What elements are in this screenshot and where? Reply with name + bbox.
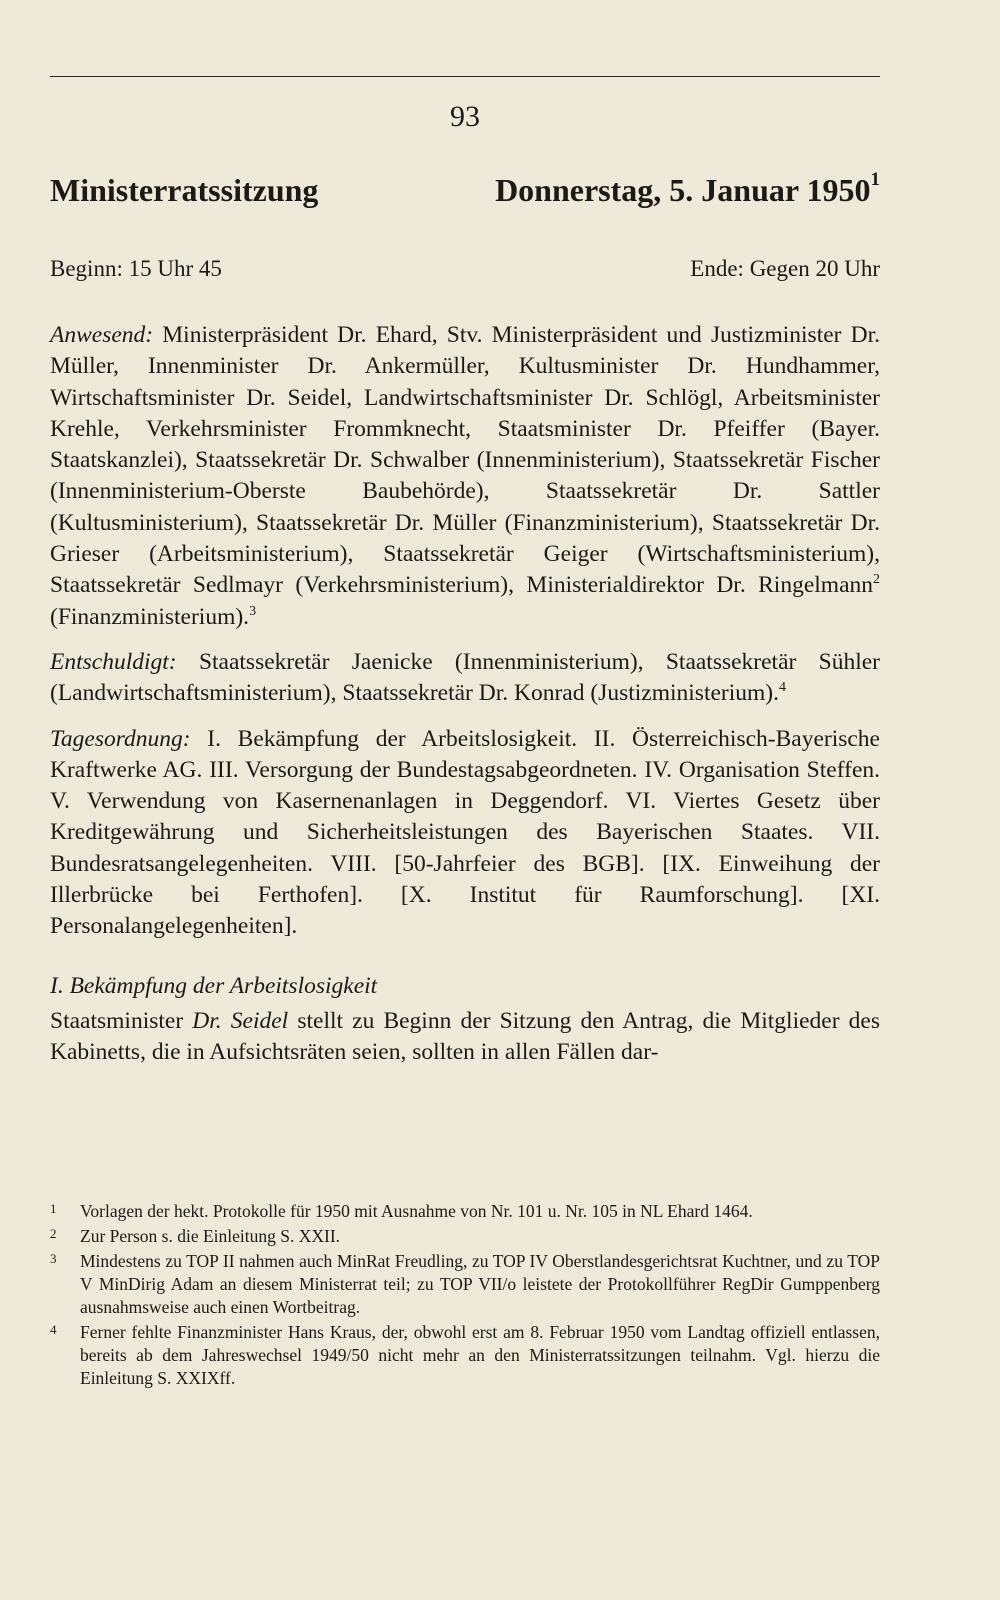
session-begin: Beginn: 15 Uhr 45 bbox=[50, 256, 222, 281]
present-label: Anwesend: bbox=[50, 322, 154, 348]
footnote bbox=[50, 1200, 880, 1223]
footnote-number: 4 bbox=[50, 1322, 57, 1337]
footnote-text: Ferner fehlte Finanzminister Hans Kraus, der, obwohl erst am 8. Februar 1950 vom Landtag offiziell entlassen, bereits ab dem Jahreswechsel 1949/50 nicht mehr an den Ministerratssitzungen teilnahm. Vgl. hierzu die Einleitung S. XXIXff. bbox=[80, 1322, 880, 1388]
present-text: Ministerpräsident Dr. Ehard, Stv. Ministerpräsident und Justizminister Dr. Müller, Innenminister Dr. Ankermüller, Kultusminister Dr. Hundhammer, Wirtschaftsminister Dr. Seidel, Landwirtschaftsminister Dr. Schlögl, Arbeitsminister Krehle, Verkehrsminister Frommknecht, Staatsminister Dr. Pfeiffer (Bayer. Staatskanzlei), Staatssekretär Dr. Schwalber (Innenministerium), Staatssekretär Fischer (Innenministerium-Oberste Baubehörde), Staatssekretär Dr. Sattler (Kultusministerium), Staatssekretär Dr. Müller (Finanzministerium), Staatssekretär Dr. Grieser (Arbeitsministerium), Staatssekretär Geiger (Wirtschaftsministerium), Staatssekretär Sedlmayr (Verkehrsministerium), Ministerialdirektor Dr. Ringelmann bbox=[50, 322, 880, 599]
section-text: stellt zu Beginn der Sitzung den Antrag, die Mitglieder des Kabinetts, die in Aufsichtsräten seien, sollten in allen Fällen dar- bbox=[50, 1007, 880, 1066]
footnote-text: Zur Person s. die Einleitung S. XXII. bbox=[80, 1226, 341, 1246]
footnote-ref-1[interactable]: 1 bbox=[870, 169, 880, 191]
section-lead: Staatsminister bbox=[50, 1007, 193, 1034]
footnote-ref-3[interactable]: 3 bbox=[249, 603, 257, 619]
footnote bbox=[50, 1321, 880, 1390]
present-text-end: (Finanzministerium). bbox=[50, 603, 250, 630]
section-paragraph bbox=[50, 1006, 880, 1069]
session-title: Ministerratssitzung bbox=[50, 172, 319, 208]
excused-text: Staatssekretär Jaenicke (Innenministerium), Staatssekretär Sühler (Landwirtschaftsministerium), Staatssekretär Dr. Konrad (Justizministerium). bbox=[50, 648, 880, 707]
section-heading: I. Bekämpfung der Arbeitslosigkeit bbox=[50, 972, 378, 999]
session-date-text: Donnerstag, 5. Januar 1950 bbox=[495, 172, 871, 208]
excused-label: Entschuldigt: bbox=[50, 648, 177, 675]
header-rule bbox=[50, 76, 880, 77]
footnote-ref-2[interactable]: 2 bbox=[873, 572, 880, 588]
excused-paragraph bbox=[50, 647, 880, 710]
agenda-text: I. Bekämpfung der Arbeitslosigkeit. II. Österreichisch-Bayerische Kraftwerke AG. III. Versorgung der Bundestagsabgeordneten. IV. Organisation Steffen. V. Verwendung von Kasernenanlagen in Deggendorf. VI. Viertes Gesetz über Kreditgewährung und Sicherheitsleistungen des Bayerischen Staates. VII. Bundesratsangelegenheiten. VIII. [50-Jahrfeier des BGB]. [IX. Einweihung der Illerbrücke bei Ferthofen]. [X. Institut für Raumforschung]. [XI. Personalangelegenheiten]. bbox=[50, 725, 880, 940]
page-number: 93 bbox=[450, 100, 480, 133]
footnote-number: 3 bbox=[50, 1251, 57, 1266]
footnotes bbox=[50, 1200, 880, 1392]
footnote-ref-4[interactable]: 4 bbox=[778, 680, 786, 696]
footnote-number: 2 bbox=[50, 1226, 57, 1241]
footnote bbox=[50, 1225, 880, 1248]
present-paragraph bbox=[50, 320, 880, 633]
speaker-name: Dr. Seidel bbox=[192, 1007, 289, 1034]
agenda-paragraph bbox=[50, 724, 880, 943]
footnote bbox=[50, 1250, 880, 1319]
body-text bbox=[50, 320, 880, 1083]
agenda-label: Tagesordnung: bbox=[50, 725, 191, 752]
session-end: Ende: Gegen 20 Uhr bbox=[690, 256, 880, 281]
footnote-text: Mindestens zu TOP II nahmen auch MinRat Freudling, zu TOP IV Oberstlandesgerichtsrat Kuchtner, und zu TOP V MinDirig Adam an diesem Ministerrat teil; zu TOP VII/o leistete der Protokollführer RegDir Gumppenberg ausnahmsweise auch einen Wortbeitrag. bbox=[80, 1251, 880, 1317]
footnote-text: Vorlagen der hekt. Protokolle für 1950 mit Ausnahme von Nr. 101 u. Nr. 105 in NL Ehard 1464. bbox=[80, 1201, 753, 1221]
footnote-number: 1 bbox=[50, 1201, 57, 1216]
session-date bbox=[495, 169, 880, 209]
